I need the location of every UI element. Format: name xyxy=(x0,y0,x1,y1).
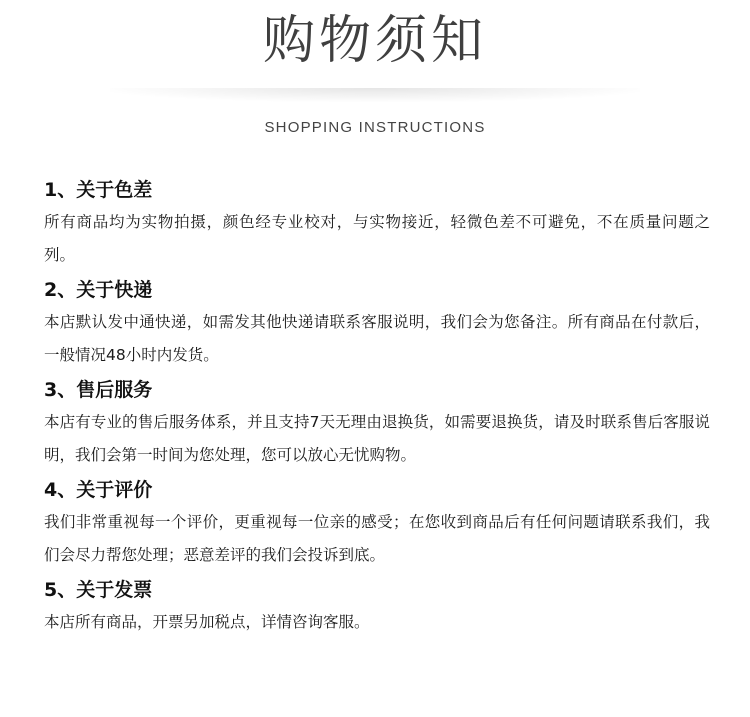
section-color-difference xyxy=(44,174,710,272)
section-heading: 4、关于评价 xyxy=(44,479,153,501)
section-after-sales xyxy=(44,374,710,472)
section-body: 所有商品均为实物拍摄，颜色经专业校对，与实物接近，轻微色差不可避免，不在质量问题之列。 xyxy=(44,213,710,264)
section-body: 本店默认发中通快递，如需发其他快递请联系客服说明，我们会为您备注。所有商品在付款后，一般情况48小时内发货。 xyxy=(44,313,710,364)
section-body: 我们非常重视每一个评价，更重视每一位亲的感受；在您收到商品后有任何问题请联系我们，我们会尽力帮您处理；恶意差评的我们会投诉到底。 xyxy=(44,513,710,564)
section-body: 本店所有商品，开票另加税点，详情咨询客服。 xyxy=(44,613,370,631)
section-heading: 5、关于发票 xyxy=(44,579,153,601)
section-reviews xyxy=(44,474,710,572)
section-heading: 1、关于色差 xyxy=(44,179,153,201)
page-subtitle: SHOPPING INSTRUCTIONS xyxy=(264,119,486,136)
instructions-list xyxy=(44,174,710,641)
section-heading: 3、售后服务 xyxy=(44,379,153,401)
title-divider-shadow xyxy=(110,88,640,102)
section-heading: 2、关于快递 xyxy=(44,279,153,301)
section-body: 本店有专业的售后服务体系，并且支持7天无理由退换货，如需要退换货，请及时联系售后客服说明，我们会第一时间为您处理，您可以放心无忧购物。 xyxy=(44,413,710,464)
section-shipping xyxy=(44,274,710,372)
page-title: 购物须知 xyxy=(262,11,487,71)
section-invoice xyxy=(44,574,710,639)
